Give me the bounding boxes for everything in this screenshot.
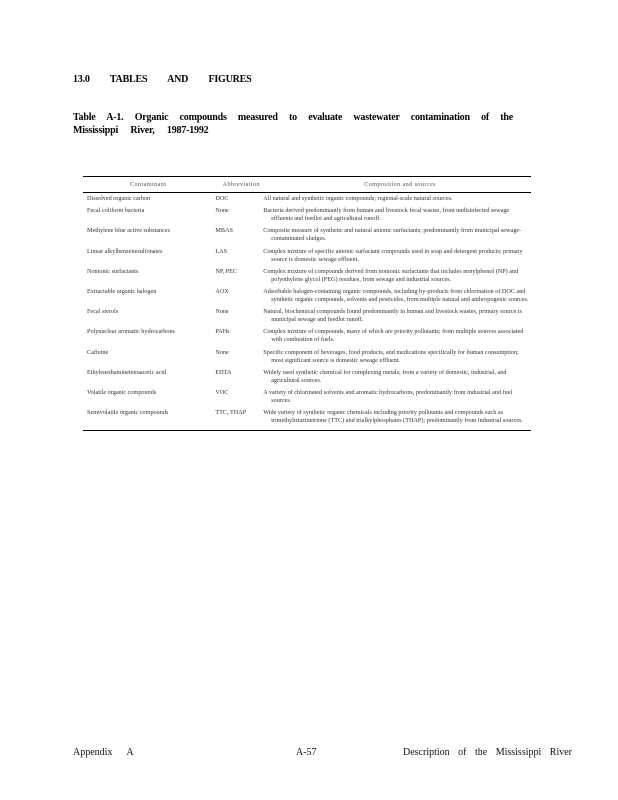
cell-contaminant: Polynuclear aromatic hydrocarbons <box>87 328 175 336</box>
cell-composition: Wide variety of synthetic organic chemicals including priority pollutants and compounds such as trimethyltriazinetrione (TTC) and trialkylphosphates (THAP); predominantly from industrial sources. <box>269 407 531 431</box>
section-title: 13.0 TABLES AND FIGURES <box>73 74 252 85</box>
cell-abbreviation: PAHs <box>215 328 230 336</box>
cell-composition: Natural, biochemical compounds found predominantly in human and livestock wastes, primary source is municipal sewage and feedlot runoff. <box>263 308 522 324</box>
cell-abbreviation: LAS <box>215 247 228 255</box>
table-row <box>83 387 531 407</box>
cell-composition: Widely used synthetic chemical for complexing metals; from a variety of domestic, industrial, and agricultural sources. <box>263 368 507 384</box>
footer-document-title: Description of the Mississippi River <box>403 747 572 758</box>
cell-abbreviation: AOX <box>215 287 229 295</box>
cell-abbreviation: None <box>215 348 229 356</box>
cell-abbreviation: MBAS <box>215 227 233 235</box>
cell-contaminant: Volatile organic compounds <box>87 388 157 396</box>
cell-abbreviation: None <box>215 207 229 215</box>
table-row <box>83 286 531 306</box>
cell-abbreviation: NP, PEC <box>215 267 238 275</box>
cell-abbreviation: DOC <box>215 195 229 203</box>
cell-contaminant: Ethylenediaminetetraacetic acid <box>87 368 167 376</box>
cell-contaminant: Dissolved organic carbon <box>87 195 151 203</box>
cell-abbreviation: None <box>215 308 229 316</box>
table-row <box>83 407 531 431</box>
cell-contaminant: Caffeine <box>87 348 109 356</box>
cell-composition: Bacteria derived predominantly from human and livestock fecal wastes, from undisinfected sewage effluents and feedlot and agricultural runoff. <box>263 207 510 223</box>
footer-appendix-label: Appendix A <box>73 747 134 758</box>
table-row <box>83 205 531 225</box>
caption-line-1: Table A-1. Organic compounds measured to evaluate wastewater contamination of the <box>73 112 513 123</box>
cell-composition: Complex mixture of compounds derived from nonionic surfactants that includes nonylphenol (NP) and polyethylene glycol (PEG) residues, from sewage and industrial sources. <box>263 267 519 283</box>
cell-composition: Specific component of beverages, food products, and medications specifically for human consumption; most significant source is domestic sewage effluent. <box>263 348 519 364</box>
cell-composition: Adsorbable halogen-containing organic compounds, including by-products from chlorination of DOC and synthetic organic compounds, solvents and pesticides, from multiple natural and anthropogenic sources. <box>263 287 529 304</box>
table-row <box>83 367 531 387</box>
cell-abbreviation: TTC, THAP <box>213 407 269 431</box>
cell-contaminant: Semivolatile organic compounds <box>83 407 213 431</box>
header-composition: Composition and sources <box>269 177 531 193</box>
table-header <box>83 177 531 193</box>
table-row <box>83 326 531 346</box>
cell-contaminant: Nonionic surfactants <box>87 267 139 275</box>
table-row <box>83 266 531 286</box>
table-row <box>83 306 531 326</box>
table-row <box>83 193 531 206</box>
header-abbreviation: Abbreviation <box>213 177 269 193</box>
table-row <box>83 225 531 245</box>
cell-contaminant: Linear alkylbenzenesulfonates <box>87 247 163 255</box>
cell-composition: Composite measure of synthetic and natural anionic surfactants; predominantly from municipal sewage-contaminated sludges. <box>263 227 522 243</box>
footer-page-number: A-57 <box>296 747 317 758</box>
caption-line-2: Mississippi River, 1987-1992 <box>73 125 209 136</box>
cell-composition: A variety of chlorinated solvents and aromatic hydrocarbons, predominantly from industrial and fuel sources. <box>263 388 513 404</box>
cell-abbreviation: VOC <box>215 388 229 396</box>
cell-composition: Complex mixture of specific anionic surfactant compounds used in soap and detergent products; primary source is domestic sewage effluent. <box>263 247 523 263</box>
cell-composition: Complex mixture of compounds, many of which are priority pollutants; from multiple sources associated with combustion of fuels. <box>263 328 524 344</box>
header-row <box>83 177 531 193</box>
cell-contaminant: Fecal sterols <box>87 308 119 316</box>
table-row <box>83 246 531 266</box>
header-contaminant: Contaminant <box>83 177 213 193</box>
table-caption <box>73 111 513 137</box>
table-row <box>83 347 531 367</box>
cell-contaminant: Fecal coliform bacteria <box>87 207 145 215</box>
cell-composition: All natural and synthetic organic compounds; regional-scale natural sources. <box>263 195 453 203</box>
cell-contaminant: Extractable organic halogen <box>87 287 157 295</box>
cell-abbreviation: EDTA <box>215 368 232 376</box>
cell-contaminant: Methylene blue active substances <box>87 227 170 235</box>
table-body <box>83 193 531 431</box>
organic-compounds-table <box>83 176 531 431</box>
